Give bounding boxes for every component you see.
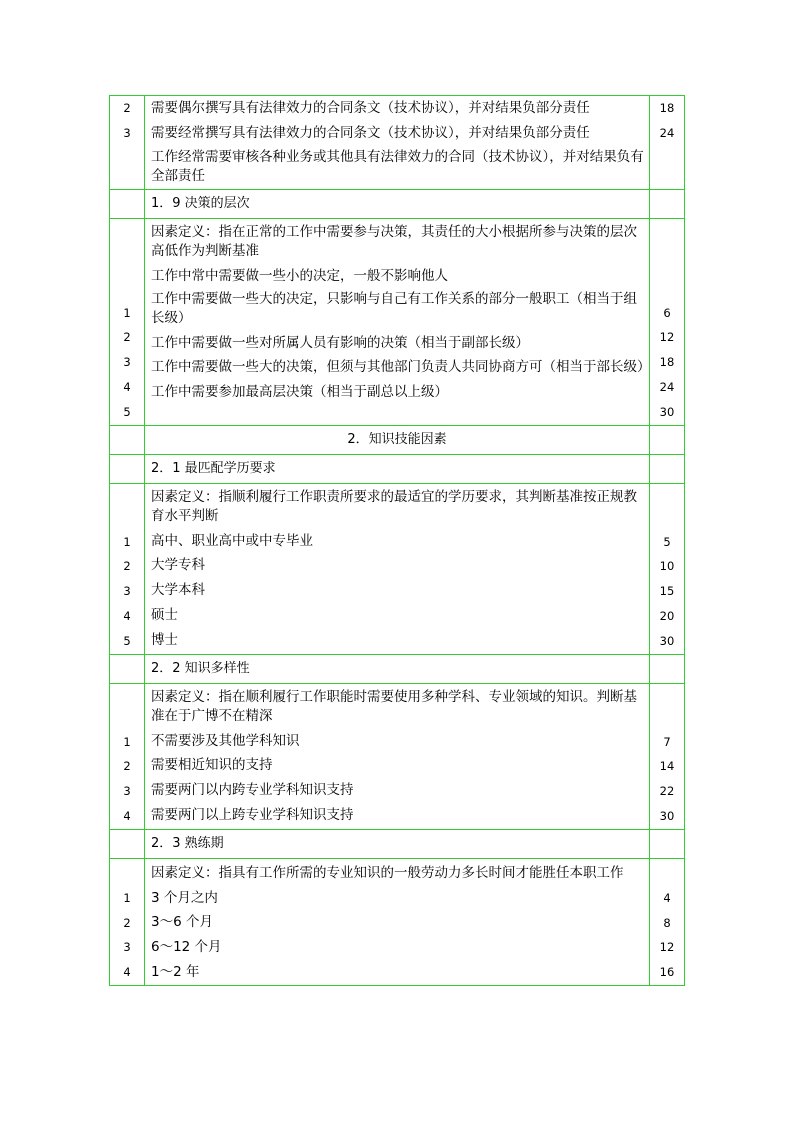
- level-description: 需要经常撰写具有法律效力的合同条文（技术协议），并对结果负部分责任: [151, 124, 590, 141]
- level-number: 1: [123, 534, 131, 549]
- level-number: 3: [123, 940, 131, 955]
- level-number: 2: [123, 559, 131, 574]
- factor-header-row: [110, 189, 685, 218]
- level-column: [110, 218, 145, 425]
- level-number: 4: [123, 379, 131, 394]
- factor-block-2-1: [110, 483, 685, 654]
- factor-header-row: [110, 654, 685, 683]
- level-number: 2: [123, 330, 131, 345]
- level-column: [110, 683, 145, 829]
- level-description: 博士: [151, 631, 178, 648]
- level-number: 2: [123, 101, 131, 115]
- description-column: [145, 483, 650, 654]
- section-header-row: [110, 425, 685, 454]
- score-column: [650, 858, 685, 985]
- score-value: 14: [659, 759, 675, 774]
- factor-header-row: [110, 454, 685, 483]
- level-description: 大学本科: [151, 582, 205, 599]
- level-number: 4: [123, 608, 131, 623]
- section-title: 2．知识技能因素: [145, 425, 650, 454]
- level-description: 工作经常需要审核各种业务或其他具有法律效力的合同（技术协议），并对结果负有全部责任: [151, 148, 644, 184]
- description-column: [145, 683, 650, 829]
- level-description: 工作中需要做一些大的决定，只影响与自己有工作关系的部分一般职工（相当于组长级）: [151, 291, 637, 327]
- score-value: 10: [659, 559, 675, 574]
- level-description: 工作中需要做一些对所属人员有影响的决策（相当于副部长级）: [151, 335, 529, 352]
- factor-table: [109, 95, 685, 986]
- score-column: [650, 96, 685, 190]
- score-value: 24: [659, 379, 675, 394]
- level-column: [110, 858, 145, 985]
- score-value: 5: [663, 534, 671, 549]
- factor-block-1-8: [110, 96, 685, 190]
- level-description: 大学专科: [151, 557, 205, 574]
- score-value: 24: [659, 125, 675, 140]
- level-number: 3: [123, 584, 131, 599]
- level-description: 工作中需要参加最高层决策（相当于副总以上级）: [151, 384, 448, 401]
- level-number: 2: [123, 759, 131, 774]
- level-description: 需要两门以上跨专业学科知识支持: [151, 806, 354, 823]
- factor-definition: 因素定义：指在顺利履行工作职能时需要使用多种学科、专业领域的知识。判断基准在于广博不在精深: [151, 688, 637, 724]
- score-value: 18: [659, 101, 675, 115]
- factor-block-2-3: [110, 858, 685, 985]
- factor-block-1-9: [110, 218, 685, 425]
- level-description: 3 个月之内: [151, 889, 218, 906]
- score-column: [650, 218, 685, 425]
- score-value: 22: [659, 784, 675, 799]
- score-value: 12: [659, 940, 675, 955]
- level-number: 5: [123, 633, 131, 648]
- description-column: [145, 218, 650, 425]
- score-column: [650, 683, 685, 829]
- score-value: 7: [663, 734, 671, 749]
- factor-title: 2．1 最匹配学历要求: [145, 454, 650, 483]
- level-number: 1: [123, 734, 131, 749]
- factor-title: 2．2 知识多样性: [145, 654, 650, 683]
- level-description: 工作中需要做一些大的决策，但须与其他部门负责人共同协商方可（相当于部长级）: [151, 359, 651, 376]
- score-column: [650, 483, 685, 654]
- level-description: 硕士: [151, 606, 178, 623]
- factor-definition: 因素定义：指顺利履行工作职责所要求的最适宜的学历要求，其判断基准按正规教育水平判断: [151, 488, 637, 524]
- score-value: 16: [659, 965, 675, 980]
- level-number: 3: [123, 784, 131, 799]
- score-value: 30: [659, 808, 675, 823]
- factor-header-row: [110, 829, 685, 858]
- score-value: 8: [663, 915, 671, 930]
- score-value: 4: [663, 890, 671, 905]
- factor-definition: 因素定义：指在正常的工作中需要参与决策，其责任的大小根据所参与决策的层次高低作为判断基准: [151, 223, 637, 259]
- level-description: 需要两门以内跨专业学科知识支持: [151, 782, 354, 799]
- score-value: 30: [659, 633, 675, 648]
- factor-block-2-2: [110, 683, 685, 829]
- level-description: 1～2 年: [151, 963, 200, 980]
- score-value: 30: [659, 404, 675, 419]
- level-description: 6～12 个月: [151, 939, 222, 956]
- level-number: 3: [123, 355, 131, 370]
- score-value: 18: [659, 355, 675, 370]
- level-number: 1: [123, 890, 131, 905]
- level-column: [110, 483, 145, 654]
- level-column: [110, 96, 145, 190]
- level-description: 高中、职业高中或中专毕业: [151, 532, 313, 549]
- description-column: [145, 858, 650, 985]
- level-description: 工作中常中需要做一些小的决定，一般不影响他人: [151, 267, 448, 284]
- level-number: 2: [123, 915, 131, 930]
- level-description: 3～6 个月: [151, 914, 213, 931]
- level-description: 需要偶尔撰写具有法律效力的合同条文（技术协议），并对结果负部分责任: [151, 100, 590, 116]
- score-value: 12: [659, 330, 675, 345]
- score-value: 15: [659, 584, 675, 599]
- level-number: 1: [123, 305, 131, 320]
- factor-title: 1．9 决策的层次: [145, 189, 650, 218]
- level-number: 4: [123, 965, 131, 980]
- score-value: 20: [659, 608, 675, 623]
- score-value: 6: [663, 305, 671, 320]
- level-number: 3: [123, 125, 131, 140]
- level-description: 不需要涉及其他学科知识: [151, 732, 300, 749]
- description-column: [145, 96, 650, 190]
- factor-title: 2．3 熟练期: [145, 829, 650, 858]
- level-number: 4: [123, 808, 131, 823]
- level-number: 5: [123, 404, 131, 419]
- factor-definition: 因素定义：指具有工作所需的专业知识的一般劳动力多长时间才能胜任本职工作: [151, 864, 624, 881]
- level-description: 需要相近知识的支持: [151, 757, 273, 774]
